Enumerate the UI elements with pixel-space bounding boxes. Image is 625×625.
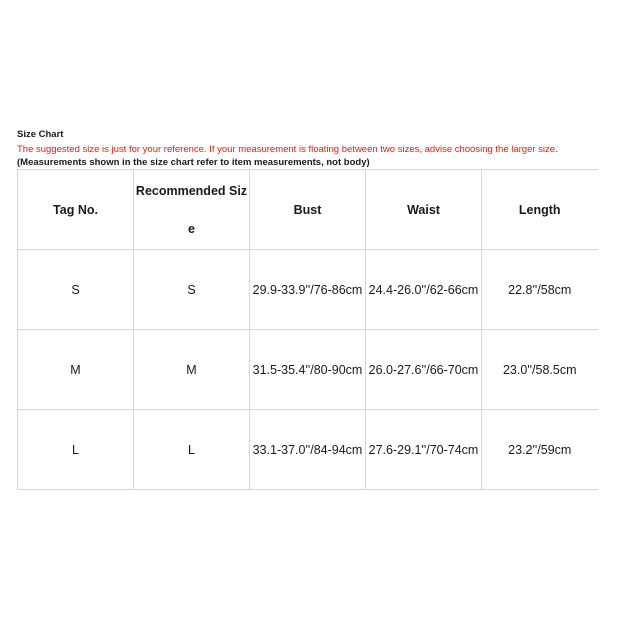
- header-length: Length: [482, 170, 598, 250]
- cell-recommended-size: M: [134, 330, 250, 410]
- cell-length: 23.0''/58.5cm: [482, 330, 598, 410]
- cell-waist: 24.4-26.0''/62-66cm: [366, 250, 482, 330]
- header-bust: Bust: [250, 170, 366, 250]
- cell-tag-no: M: [18, 330, 134, 410]
- cell-waist: 27.6-29.1''/70-74cm: [366, 410, 482, 490]
- size-table: [17, 169, 598, 490]
- cell-bust: 33.1-37.0''/84-94cm: [250, 410, 366, 490]
- chart-title: Size Chart: [17, 129, 64, 140]
- measurement-disclaimer: (Measurements shown in the size chart refer to item measurements, not body): [17, 157, 370, 168]
- cell-recommended-size: S: [134, 250, 250, 330]
- table-row: [18, 250, 598, 330]
- size-advice-note: The suggested size is just for your reference. If your measurement is floating between two sizes, advise choosing the larger size.: [17, 144, 558, 155]
- cell-tag-no: S: [18, 250, 134, 330]
- cell-length: 22.8''/58cm: [482, 250, 598, 330]
- header-tag-no: Tag No.: [18, 170, 134, 250]
- table-row: [18, 410, 598, 490]
- table-row: [18, 330, 598, 410]
- header-recommended-size: Recommended Size: [134, 170, 250, 250]
- cell-bust: 31.5-35.4''/80-90cm: [250, 330, 366, 410]
- size-chart-header: [17, 129, 597, 169]
- cell-tag-no: L: [18, 410, 134, 490]
- table-header-row: [18, 170, 598, 250]
- header-waist: Waist: [366, 170, 482, 250]
- cell-waist: 26.0-27.6''/66-70cm: [366, 330, 482, 410]
- cell-recommended-size: L: [134, 410, 250, 490]
- cell-bust: 29.9-33.9''/76-86cm: [250, 250, 366, 330]
- cell-length: 23.2''/59cm: [482, 410, 598, 490]
